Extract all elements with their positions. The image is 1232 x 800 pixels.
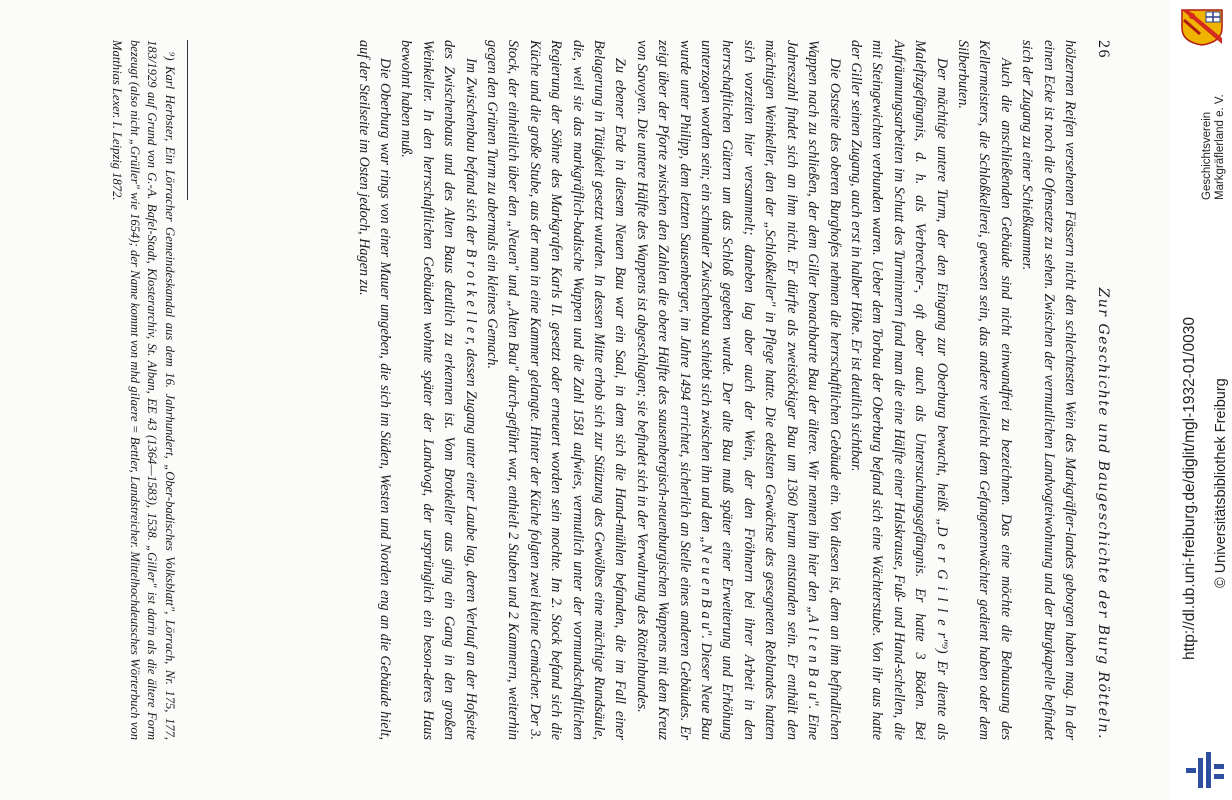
running-head: Zur Geschichte und Baugeschichte der Burg Rötteln. (1095, 287, 1111, 740)
ub-freiburg-logo-icon (1184, 748, 1226, 790)
society-name-line2: Markgräflerland e. V. (1214, 94, 1226, 200)
coat-of-arms-icon (1180, 8, 1224, 46)
copyright-notice (1213, 240, 1229, 800)
paragraph: Auch die anschließenden Gebäude sind nicht einwandfrei zu bezeichnen. Das eine möchte die Behausung des Kellermeisters, die Schloßkellerei, gewesen sein, das andere vielleicht dem Gefangenenwächter gedient haben oder dem Silberbuten. (954, 40, 1014, 740)
document-url[interactable]: http://dl.ub.uni-freiburg.de/diglit/mgl-1932-01/0030 (1181, 317, 1198, 660)
footnote-divider (187, 40, 188, 200)
page-header (1092, 40, 1112, 740)
footnote (108, 40, 178, 740)
body-text (352, 40, 1080, 740)
copyright-text: © Universitätsbibliothek Freiburg (1213, 378, 1229, 588)
paragraph: Die Ostseite des oberen Burghofes nehmen die herrschaftlichen Gebäude ein. Von diesen ist, dem an ihm befindlichen Wappen nach zu schließen, der dem Giller benachbarte Bau der ältere. Wir nennen ihn hier den „A l t e n B a u". Eine Jahreszahl findet sich an ihm nicht. Er dürfte als zweistöckiger Bau um 1360 herum entstanden sein. Er enthält den mächtigen Weinkeller, den der „Schloßkeller" in Pflege hatte. Die edelsten Gewächse des gesegneten Reblandes hatten sich vorzeiten hier versammelt; daneben lag aber auch der Wein, der den Fröhnern bei ihrer Arbeit in den herrschaftlichen Gütern um das Schloß gegeben wurde. Der alte Bau muß später einer Erweiterung und Erhöhung unterzogen worden sein; ein schmaler Zwischenbau schiebt sich zwischen ihn und den „N e u e n B a u". Dieser Neue Bau wurde unter Philipp, dem letzten Sausenberger, im Jahre 1494 errichtet, sicherlich an Stelle eines anderen Gebäudes. Er zeigt über der Pforte zwischen den Zahlen die obere Hälfte des sausenbergisch-neuenburgischen Wappens mit dem Kreuz von Savoyen. Die untere Hälfte des Wappens ist abgeschlagen; sie befindet sich in der Verwahrung des Röttelnbundes. (633, 40, 843, 740)
society-name-line1: Geschichtsverein (1201, 111, 1213, 200)
document-url-link[interactable] (1181, 240, 1199, 800)
paragraph: Der mächtige untere Turm, der den Eingang zur Oberburg bewacht, heißt „D e r G i l l e r"⁹) Er diente als Malefizgefängnis, d. h. als Verbrecher-, oft aber auch als Untersuchungsgefängnis. Er hatte 3 Böden. Bei Aufräumungsarbeiten im Schutt des Turminnern fand man die eine Hälfte einer Halskrause, Fuß- und Hand-schellen, die mit Steingewichten verbunden waren. Ueber dem Torbau der Oberburg befand sich eine Wächterstube. Von ihr aus hatte der Giller seinen Zugang, auch erst in halber Höhe. Er ist deutlich sichtbar. (847, 40, 950, 740)
paragraph: Zu ebener Erde in diesem Neuen Bau war ein Saal, in dem sich die Hand-mühlen befanden, die im Fall einer Belagerung in Tätigkeit gesetzt wurden. In dessen Mitte erhob sich zur Stützung des Gewölbes eine mächtige Rundsäule, die, weil sie das markgräflich-badische Wappen und die Zahl 1581 aufwies, vermutlich unter der vormundschaftlichen Regierung der Söhne des Markgrafen Karls II. gesetzt oder erneuert worden sein mochte. Im 2. Stock befand sich die Küche und die große Stube, aus der man in eine Kammer gelangte. Hinter der Küche folgten zwei kleine Gemächer. Der 3. Stock, der einheitlich über den „Neuen" und „Alten Bau" durch-geführt war, enthielt 2 Stuben und 2 Kammern, weiterhin gegen den Grünen Turm zu abermals ein kleines Gemach. (484, 40, 629, 740)
page-number: 26 (1095, 40, 1112, 59)
paragraph: Die Oberburg war rings von einer Mauer umgeben, die sich im Süden, Westen und Norden eng an die Gebäude hielt, auf der Steilseite im Osten jedoch, Hagen zu. (355, 40, 393, 740)
footnote-text: ⁹) Karl Herbster, Ein Lörracher Gemeindeskandal aus dem 16. Jahrhundert, „Ober-badisches Volksblatt", Lörrach, Nr. 175, 177, 183/1929 auf Grund von G.-A. Bafel-Stadt, Klosterarchiv, St. Alban, EE 43 (1364—1583), 1538. „Giller" ist darin als die ältere Form bezeugt (also nicht „Grüller" wie 1654); der Name kommt von mhd gilaere = Bettler, Landstreicher. Mittelhochdeutsches Wörterbuch von Matthias Lexer. I. Leipzig 1872. (110, 40, 177, 740)
paragraph: hölzernen Reifen versehenen Fässern nicht den schlechtesten Wein des Markgräfler-landes geborgen haben mag. In der einen Ecke ist noch die Ofensetze zu sehen. Zwischen der vermutlichen Landvogteiwohnung und der Burgkapelle befindet sich der Zugang zu einer Schießkammer. (1019, 40, 1078, 740)
paragraph: Im Zwischenbau befand sich der B r o t k e l l e r, dessen Zugang unter einer Laube lag, deren Verlauf an der Hofseite des Zwischenbaus und des Alten Baus deutlich zu erkennen ist. Vom Brotkeller aus ging ein Gang in den großen Weinkeller. In den herrschaftlichen Gebäuden wohnte später der Landvogt, der ursprünglich ein beson-deres Haus bewohnt haben muß. (398, 40, 479, 740)
